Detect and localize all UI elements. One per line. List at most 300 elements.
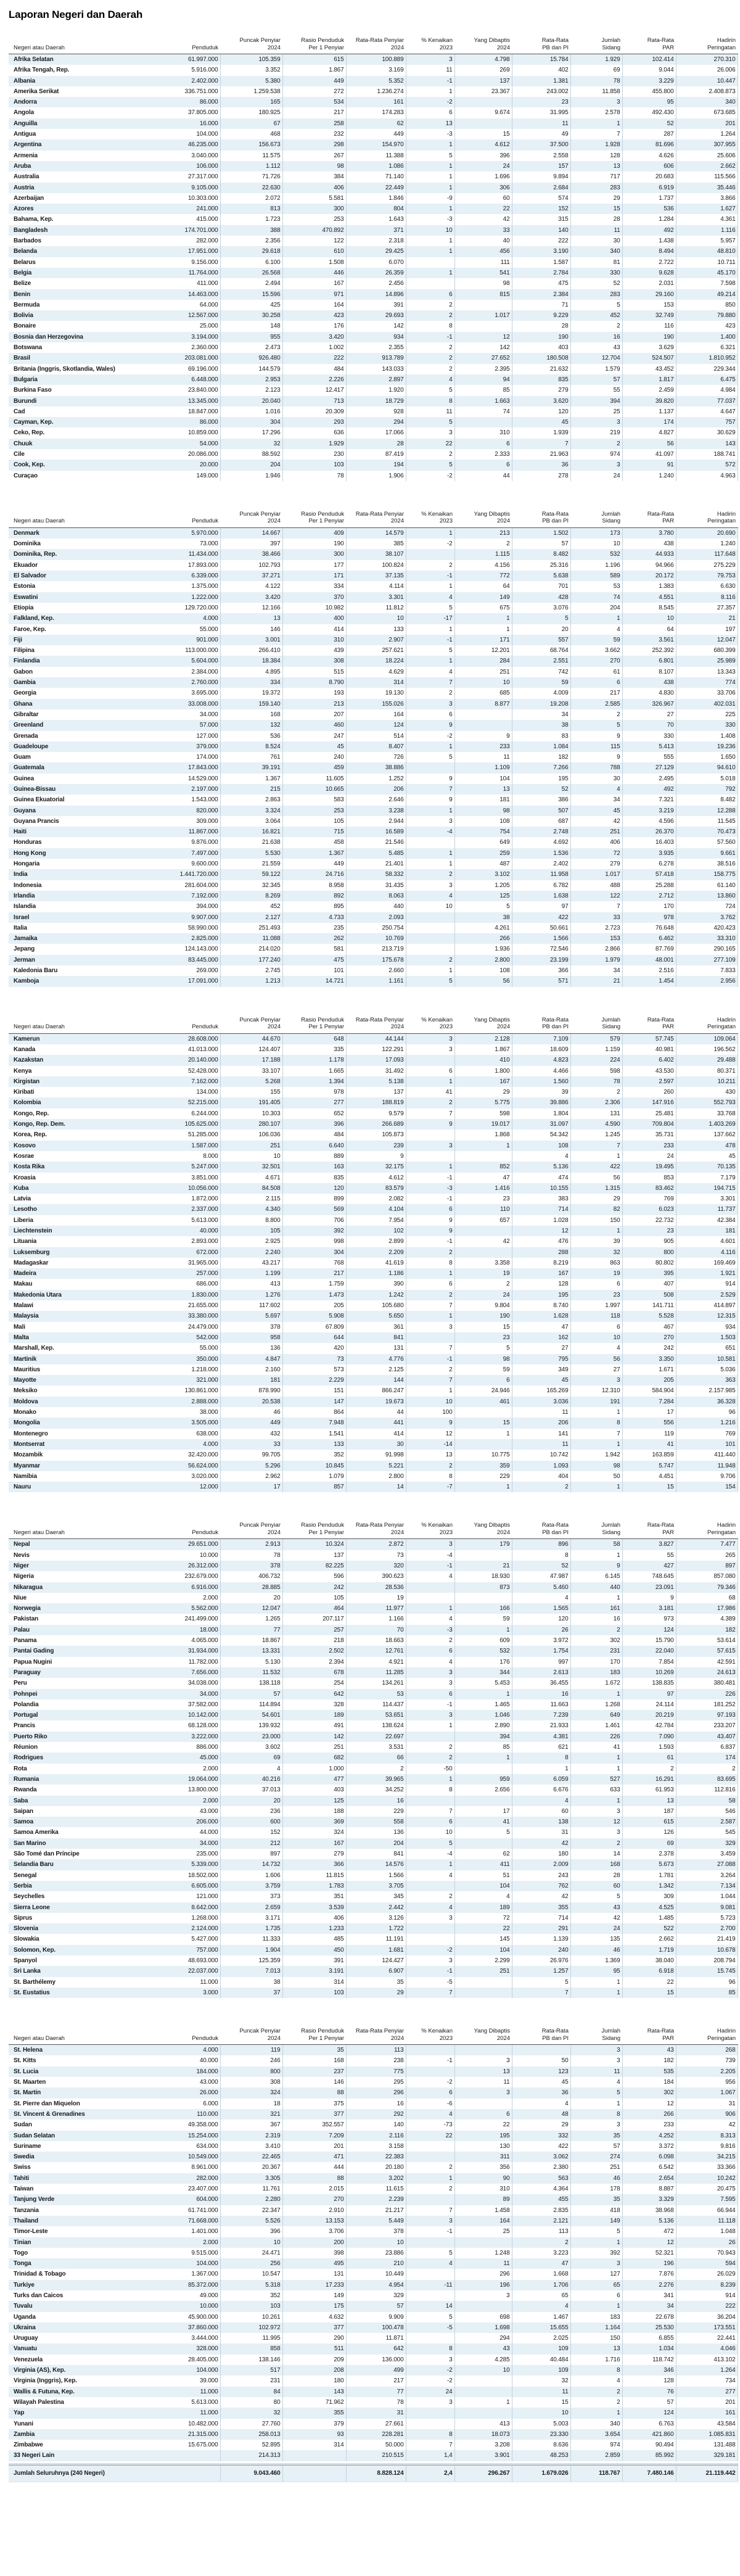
value-cell: 536 xyxy=(220,731,282,741)
value-cell: 2 xyxy=(570,2397,622,2408)
value-cell: 2.748 xyxy=(512,827,570,837)
value-cell: 151 xyxy=(282,1385,346,1396)
value-cell: 105.873 xyxy=(346,1129,406,1140)
value-cell: 240 xyxy=(282,752,346,762)
value-cell: 2.700 xyxy=(676,1923,738,1934)
value-cell: 42 xyxy=(512,1891,570,1902)
table-row xyxy=(9,1194,738,1204)
value-cell: 584.904 xyxy=(622,1385,676,1396)
country-name-cell: Pohnpei xyxy=(14,1690,38,1698)
value-cell: 2.585 xyxy=(570,699,622,709)
value-cell: 33 xyxy=(220,1439,282,1450)
value-cell: 492.430 xyxy=(622,107,676,118)
table-row xyxy=(9,1439,738,1450)
value-cell: 7 xyxy=(570,129,622,139)
column-header: Rata-Rata PAR xyxy=(622,1522,676,1539)
value-cell: 26.568 xyxy=(220,268,282,278)
table-row xyxy=(9,1033,738,1044)
country-name-cell: Greenland xyxy=(14,722,44,729)
table-row xyxy=(9,1364,738,1375)
value-cell: 2 xyxy=(676,1764,738,1774)
value-cell: 926.480 xyxy=(220,353,282,363)
value-cell: 1.665 xyxy=(282,1066,346,1076)
value-cell: 321.000 xyxy=(157,1375,220,1385)
country-name-cell: Benin xyxy=(14,291,31,298)
value-cell: 153 xyxy=(622,300,676,310)
value-cell: 226 xyxy=(676,1689,738,1699)
value-cell: 10.549.000 xyxy=(157,2152,220,2162)
country-name-cell: Swedia xyxy=(14,2153,35,2161)
value-cell: 9 xyxy=(406,1226,454,1236)
table-row xyxy=(9,2343,738,2354)
value-cell: 1.638 xyxy=(512,891,570,901)
value-cell: 79.753 xyxy=(676,571,738,581)
value-cell: 15.655 xyxy=(512,2322,570,2333)
value-cell: 423 xyxy=(676,321,738,331)
value-cell: -1 xyxy=(406,1236,454,1247)
table-row xyxy=(9,460,738,470)
value-cell: 3 xyxy=(406,1033,454,1044)
value-cell: 39.000 xyxy=(157,2376,220,2386)
value-cell: -5 xyxy=(406,2322,454,2333)
value-cell: 29 xyxy=(570,1194,622,1204)
value-cell: 231 xyxy=(570,1646,622,1656)
value-cell: 24 xyxy=(570,471,622,481)
value-cell: 139.932 xyxy=(220,1720,282,1731)
value-cell: 2.009 xyxy=(512,1859,570,1870)
country-name-cell: Israel xyxy=(14,914,30,921)
value-cell: 252.392 xyxy=(622,645,676,656)
value-cell: 10 xyxy=(406,1827,454,1838)
table-row xyxy=(9,1646,738,1656)
column-header-name: Negeri atau Daerah xyxy=(9,1017,157,1034)
value-cell: 13 xyxy=(454,784,512,795)
table-row xyxy=(9,183,738,193)
value-cell: 47 xyxy=(454,1173,512,1183)
value-cell: 184.000 xyxy=(157,2066,220,2077)
value-cell: 452 xyxy=(220,901,282,912)
value-cell: 19.208 xyxy=(512,699,570,709)
country-name-cell: Albania xyxy=(14,77,36,85)
value-cell: 61.741.000 xyxy=(157,2205,220,2216)
table-row xyxy=(9,214,738,225)
column-header: Rata-Rata PB dan PI xyxy=(512,1522,570,1539)
value-cell: 194 xyxy=(346,460,406,470)
value-cell: 3 xyxy=(570,417,622,427)
value-cell: 2.800 xyxy=(346,1471,406,1482)
table-row xyxy=(9,1418,738,1428)
value-cell: 18.847.000 xyxy=(157,407,220,417)
value-cell: 1 xyxy=(406,246,454,257)
country-name-cell: Bahama, Kep. xyxy=(14,216,54,223)
value-cell: 109.064 xyxy=(676,1033,738,1044)
value-cell: 569 xyxy=(282,1204,346,1215)
value-cell: 1 xyxy=(570,1593,622,1603)
value-cell: 4 xyxy=(454,1891,512,1902)
value-cell: 21.559 xyxy=(220,859,282,869)
value-cell: 15.675.000 xyxy=(157,2440,220,2450)
value-cell: 11 xyxy=(512,2387,570,2397)
country-name-cell: Nevis xyxy=(14,1551,30,1559)
value-cell: 129.720.000 xyxy=(157,603,220,613)
value-cell: 3.759 xyxy=(220,1881,282,1891)
value-cell: 20.000 xyxy=(157,460,220,470)
value-cell: 600 xyxy=(220,1817,282,1827)
value-cell: 7 xyxy=(512,439,570,449)
table-row xyxy=(9,1215,738,1226)
value-cell: 6 xyxy=(406,1279,454,1289)
value-cell: 164 xyxy=(454,2216,512,2226)
value-cell: 2.384.000 xyxy=(157,667,220,677)
value-cell xyxy=(406,912,454,923)
value-cell: 734 xyxy=(676,2376,738,2386)
value-cell: 32.175 xyxy=(346,1162,406,1172)
value-cell: 7.266 xyxy=(512,762,570,773)
value-cell: 108 xyxy=(512,1141,570,1151)
grand-total-value-cell: 2,4 xyxy=(406,2464,454,2482)
value-cell: 3.194.000 xyxy=(157,332,220,342)
value-cell: 10.859.000 xyxy=(157,427,220,438)
value-cell: 1 xyxy=(406,741,454,752)
value-cell: 800 xyxy=(220,2066,282,2077)
value-cell: 54.342 xyxy=(512,1129,570,1140)
value-cell: 2.121 xyxy=(512,2216,570,2226)
value-cell: 1.252 xyxy=(346,774,406,784)
value-cell: 10 xyxy=(570,539,622,549)
value-cell: 205 xyxy=(282,1300,346,1311)
value-cell: 2 xyxy=(406,1364,454,1375)
value-cell: 179 xyxy=(454,1539,512,1550)
value-cell: 6 xyxy=(570,677,622,688)
country-name-cell: Mongolia xyxy=(14,1419,40,1427)
value-cell: 183 xyxy=(570,1667,622,1678)
value-cell: 346 xyxy=(622,2365,676,2376)
country-name-cell: Niger xyxy=(14,1563,29,1569)
value-cell: 3.208 xyxy=(454,2440,512,2450)
value-cell: 407 xyxy=(622,1279,676,1289)
value-cell: 714 xyxy=(512,1913,570,1923)
value-cell: 58.332 xyxy=(346,869,406,880)
value-cell: 9.105.000 xyxy=(157,183,220,193)
value-cell: 31.965.000 xyxy=(157,1258,220,1268)
value-cell: 1.485 xyxy=(622,1913,676,1923)
value-cell: 2.897 xyxy=(346,374,406,385)
value-cell: 3.866 xyxy=(676,193,738,204)
value-cell: 257.621 xyxy=(346,645,406,656)
value-cell: 61 xyxy=(622,1752,676,1763)
value-cell: 352.557 xyxy=(282,2120,346,2130)
value-cell: 98 xyxy=(454,1354,512,1364)
value-cell: 120 xyxy=(282,1183,346,1194)
country-name-cell: Peru xyxy=(14,1680,27,1687)
value-cell: 5.221 xyxy=(346,1461,406,1471)
value-cell: 121.000 xyxy=(157,1891,220,1902)
grand-total-table xyxy=(9,2464,738,2482)
value-cell: 168 xyxy=(220,709,282,720)
value-cell: 475 xyxy=(282,955,346,965)
value-cell: 4 xyxy=(570,2376,622,2386)
value-cell: 5.650 xyxy=(346,1311,406,1321)
value-cell: 2 xyxy=(406,560,454,571)
value-cell: 404 xyxy=(512,1471,570,1482)
value-cell: 191 xyxy=(570,1397,622,1407)
country-name-cell: Yunani xyxy=(14,2420,33,2427)
value-cell: 43.217 xyxy=(220,1258,282,1268)
value-cell: 15.790 xyxy=(622,1635,676,1646)
value-cell: 1.375.000 xyxy=(157,581,220,592)
value-cell: 12 xyxy=(454,332,512,342)
value-cell: 329 xyxy=(346,2290,406,2301)
country-name-cell: Togo xyxy=(14,2249,28,2256)
value-cell: 2.229 xyxy=(282,1375,346,1385)
value-cell: -7 xyxy=(406,1482,454,1492)
value-cell: 804 xyxy=(346,204,406,214)
value-cell: 3.901 xyxy=(454,2450,512,2461)
country-name-cell: Yap xyxy=(14,2409,25,2417)
value-cell: 20.172 xyxy=(622,571,676,581)
value-cell: 19.064.000 xyxy=(157,1774,220,1785)
value-cell xyxy=(454,720,512,730)
value-cell: 4.830 xyxy=(622,688,676,698)
value-cell: 7 xyxy=(406,2440,454,2450)
table-row xyxy=(9,806,738,816)
country-name-cell: Sudan xyxy=(14,2121,32,2129)
column-header: % Kenaikan 2023 xyxy=(406,2028,454,2045)
grand-total-value-cell xyxy=(282,2464,346,2482)
table-row xyxy=(9,1838,738,1849)
value-cell: 2.956 xyxy=(676,976,738,986)
value-cell: 1.759 xyxy=(282,1279,346,1289)
table-row xyxy=(9,2184,738,2194)
table-row xyxy=(9,2109,738,2120)
table-row xyxy=(9,1625,738,1635)
value-cell: 4 xyxy=(406,1870,454,1881)
value-cell: 90.494 xyxy=(622,2440,676,2450)
value-cell: 156.673 xyxy=(220,139,282,150)
value-cell: 39.191 xyxy=(220,762,282,773)
table-row xyxy=(9,944,738,954)
value-cell: 2.825.000 xyxy=(157,933,220,944)
value-cell: 1.461 xyxy=(570,1720,622,1731)
value-cell: 12.000 xyxy=(157,1482,220,1492)
value-cell: 218 xyxy=(282,1635,346,1646)
country-name-cell: Timor-Leste xyxy=(14,2228,48,2235)
value-cell: 180 xyxy=(512,1849,570,1859)
value-cell: 197 xyxy=(676,624,738,635)
value-cell: 1 xyxy=(570,2237,622,2248)
value-cell: 210 xyxy=(346,2258,406,2269)
value-cell: 1.804 xyxy=(512,1108,570,1119)
value-cell: 3 xyxy=(454,2087,512,2098)
value-cell: 7 xyxy=(406,677,454,688)
value-cell: 124.407 xyxy=(220,1044,282,1055)
value-cell: 251 xyxy=(220,1141,282,1151)
value-cell: 44 xyxy=(346,1407,406,1418)
value-cell: 16.589 xyxy=(346,827,406,837)
table-row xyxy=(9,1934,738,1944)
value-cell: 3.158 xyxy=(346,2141,406,2152)
value-cell: 5.413 xyxy=(622,741,676,752)
value-cell: 83.462 xyxy=(622,1183,676,1194)
table-row xyxy=(9,332,738,342)
value-cell: 3.706 xyxy=(282,2226,346,2237)
value-cell: 394.000 xyxy=(157,901,220,912)
country-name-cell: Azerbaijan xyxy=(14,194,44,202)
value-cell: 65 xyxy=(512,2290,570,2301)
value-cell: 309 xyxy=(622,1891,676,1902)
value-cell: 135 xyxy=(570,1934,622,1944)
value-cell: 16 xyxy=(570,1614,622,1624)
country-name-cell: Burundi xyxy=(14,397,37,405)
value-cell: 2.907 xyxy=(346,635,406,645)
value-cell: 20.140.000 xyxy=(157,1055,220,1065)
value-cell: 266.689 xyxy=(346,1119,406,1129)
value-cell: 219 xyxy=(570,427,622,438)
value-cell: 128 xyxy=(622,2376,676,2386)
value-cell: 15.784 xyxy=(512,54,570,65)
value-cell xyxy=(406,1796,454,1806)
value-cell: 515 xyxy=(282,667,346,677)
value-cell: 25.288 xyxy=(622,880,676,891)
value-cell: 541 xyxy=(454,268,512,278)
value-cell: 77 xyxy=(346,2387,406,2397)
value-cell: 57.000 xyxy=(157,720,220,730)
value-cell: 1 xyxy=(512,1764,570,1774)
value-cell: 9.804 xyxy=(454,1300,512,1311)
value-cell: 12.567.000 xyxy=(157,310,220,321)
value-cell: 21.419 xyxy=(676,1934,738,1944)
value-cell: 258.013 xyxy=(220,2429,282,2440)
value-cell: 468 xyxy=(220,129,282,139)
value-cell: 26.312.000 xyxy=(157,1561,220,1571)
value-cell: -73 xyxy=(406,2120,454,2130)
value-cell: 105.625.000 xyxy=(157,1119,220,1129)
value-cell xyxy=(454,1838,512,1849)
country-name-cell: Malta xyxy=(14,1334,29,1341)
value-cell: 698 xyxy=(454,2312,512,2322)
value-cell: 17 xyxy=(454,1806,512,1817)
value-cell: 642 xyxy=(282,1689,346,1699)
value-cell xyxy=(454,1593,512,1603)
value-cell: 23 xyxy=(454,1332,512,1343)
value-cell: 1.046 xyxy=(454,1710,512,1720)
country-name-cell: Bermuda xyxy=(14,301,40,308)
value-cell: 10.303 xyxy=(220,1108,282,1119)
value-cell: 9.894 xyxy=(512,171,570,182)
value-cell: 102.972 xyxy=(220,2322,282,2333)
column-header: Rata-Rata PAR xyxy=(622,2028,676,2045)
value-cell: 4.827 xyxy=(622,427,676,438)
value-cell: 2.093 xyxy=(346,912,406,923)
value-cell: 3.222.000 xyxy=(157,1732,220,1742)
value-cell: 181 xyxy=(454,795,512,805)
table-row xyxy=(9,118,738,129)
value-cell: 59.122 xyxy=(220,869,282,880)
value-cell: 858 xyxy=(220,2343,282,2354)
value-cell: 8.877 xyxy=(454,699,512,709)
value-cell: 251 xyxy=(570,827,622,837)
value-cell: 4 xyxy=(406,667,454,677)
value-cell: 552.793 xyxy=(676,1097,738,1108)
value-cell: 80 xyxy=(220,2397,282,2408)
value-cell: 2 xyxy=(406,1742,454,1752)
country-name-cell: Dominika, Rep. xyxy=(14,551,57,558)
table-row xyxy=(9,2216,738,2226)
value-cell: 5.449 xyxy=(346,2216,406,2226)
value-cell: 2.280 xyxy=(220,2194,282,2205)
value-cell: 1.936 xyxy=(454,944,512,954)
value-cell: 275.229 xyxy=(676,560,738,571)
country-name-cell: Seychelles xyxy=(14,1893,45,1901)
value-cell: 414 xyxy=(346,1429,406,1439)
value-cell: 52.895 xyxy=(220,2440,282,2450)
table-row xyxy=(9,107,738,118)
value-cell: 23.000 xyxy=(220,1732,282,1742)
country-name-cell: Gambia xyxy=(14,679,36,687)
value-cell: 2.123 xyxy=(220,385,282,395)
value-cell: 392 xyxy=(282,1226,346,1236)
value-cell: 3.762 xyxy=(676,912,738,923)
value-cell: 768 xyxy=(282,1258,346,1268)
value-cell: 649 xyxy=(454,837,512,848)
report-table-block-5 xyxy=(9,2028,738,2461)
value-cell: 10.665 xyxy=(282,784,346,795)
value-cell: 8.219 xyxy=(512,1258,570,1268)
value-cell: 4.466 xyxy=(512,1066,570,1076)
value-cell: 863 xyxy=(570,1258,622,1268)
value-cell: 37.135 xyxy=(346,571,406,581)
value-cell: 4.261 xyxy=(454,923,512,933)
value-cell: 175 xyxy=(282,2301,346,2311)
value-cell: 406 xyxy=(282,1913,346,1923)
value-cell: 1 xyxy=(406,1076,454,1087)
value-cell: 3 xyxy=(570,1827,622,1838)
value-cell: 304 xyxy=(282,1247,346,1258)
value-cell: 1 xyxy=(570,1796,622,1806)
value-cell: 1.593 xyxy=(622,1742,676,1752)
value-cell: 43 xyxy=(570,1902,622,1913)
table-row xyxy=(9,1955,738,1966)
table-row xyxy=(9,795,738,805)
value-cell: 507 xyxy=(512,806,570,816)
value-cell: 2 xyxy=(406,342,454,353)
value-cell: 10 xyxy=(406,901,454,912)
country-name-cell: Bangladesh xyxy=(14,226,48,234)
value-cell: 24.613 xyxy=(676,1667,738,1678)
value-cell: 8.063 xyxy=(346,891,406,901)
value-cell: 5 xyxy=(570,2087,622,2098)
country-name-cell: Mauritius xyxy=(14,1366,41,1373)
value-cell: 11 xyxy=(454,752,512,762)
value-cell: 5.562.000 xyxy=(157,1603,220,1614)
value-cell: 29.425 xyxy=(346,246,406,257)
value-cell: 83 xyxy=(512,731,570,741)
value-cell: 9.876.000 xyxy=(157,837,220,848)
country-name-cell: Afrika Selatan xyxy=(14,56,54,63)
value-cell: 4.632 xyxy=(282,2312,346,2322)
value-cell: 5.136 xyxy=(512,1162,570,1172)
value-cell: 120 xyxy=(512,1614,570,1624)
grand-total-value-cell: 8.828.124 xyxy=(346,2464,406,2482)
value-cell: 50 xyxy=(512,2055,570,2066)
value-cell: 146 xyxy=(220,624,282,635)
value-cell: 5.352 xyxy=(346,76,406,86)
value-cell: 1.000 xyxy=(282,1764,346,1774)
value-cell: 9 xyxy=(570,752,622,762)
country-name-cell: Kroasia xyxy=(14,1174,36,1181)
value-cell: 152 xyxy=(220,1827,282,1838)
value-cell: 675 xyxy=(454,603,512,613)
